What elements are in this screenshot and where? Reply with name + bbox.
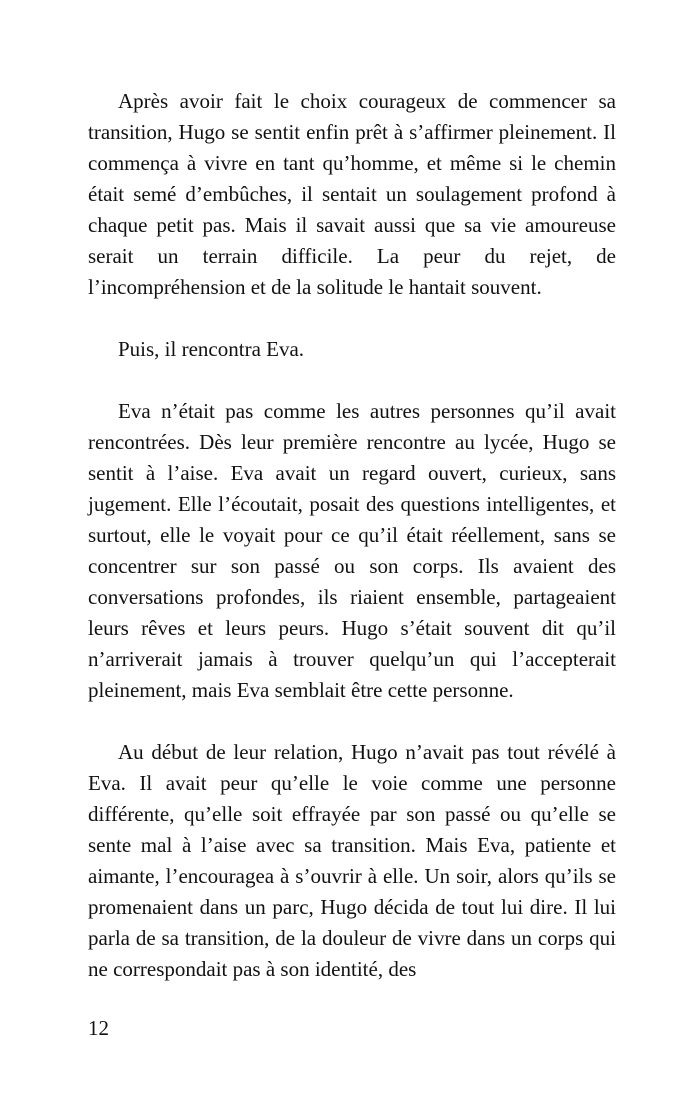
body-text bbox=[88, 86, 616, 1016]
page-number: 12 bbox=[88, 1016, 109, 1040]
paragraph-1: Après avoir fait le choix courageux de commencer sa transition, Hugo se sentit enfin prêt à s’affirmer pleinement. Il commença à vivre en tant qu’homme, et même si le chemin était semé d’embûches, il sentait un soulagement profond à chaque petit pas. Mais il savait aussi que sa vie amoureuse serait un terrain difficile. La peur du rejet, de l’incompréhension et de la solitude le hantait souvent. bbox=[88, 89, 616, 299]
paragraph-2: Puis, il rencontra Eva. bbox=[118, 337, 305, 361]
paragraph-3: Eva n’était pas comme les autres personnes qu’il avait rencontrées. Dès leur première rencontre au lycée, Hugo se sentit à l’aise. Eva avait un regard ouvert, curieux, sans jugement. Elle l’écoutait, posait des questions intelligentes, et surtout, elle le voyait pour ce qu’il était réellement, sans se concentrer sur son passé ou son corps. Ils avaient des conversations profondes, ils riaient ensemble, partageaient leurs rêves et leurs peurs. Hugo s’était souvent dit qu’il n’arriverait jamais à trouver quelqu’un qui l’accepterait pleinement, mais Eva semblait être cette personne. bbox=[88, 399, 616, 702]
paragraph-4: Au début de leur relation, Hugo n’avait pas tout révélé à Eva. Il avait peur qu’elle le voie comme une personne différente, qu’elle soit effrayée par son passé ou qu’elle se sente mal à l’aise avec sa transition. Mais Eva, patiente et aimante, l’encouragea à s’ouvrir à elle. Un soir, alors qu’ils se promenaient dans un parc, Hugo décida de tout lui dire. Il lui parla de sa transition, de la douleur de vivre dans un corps qui ne correspondait pas à son identité, des bbox=[88, 740, 616, 981]
